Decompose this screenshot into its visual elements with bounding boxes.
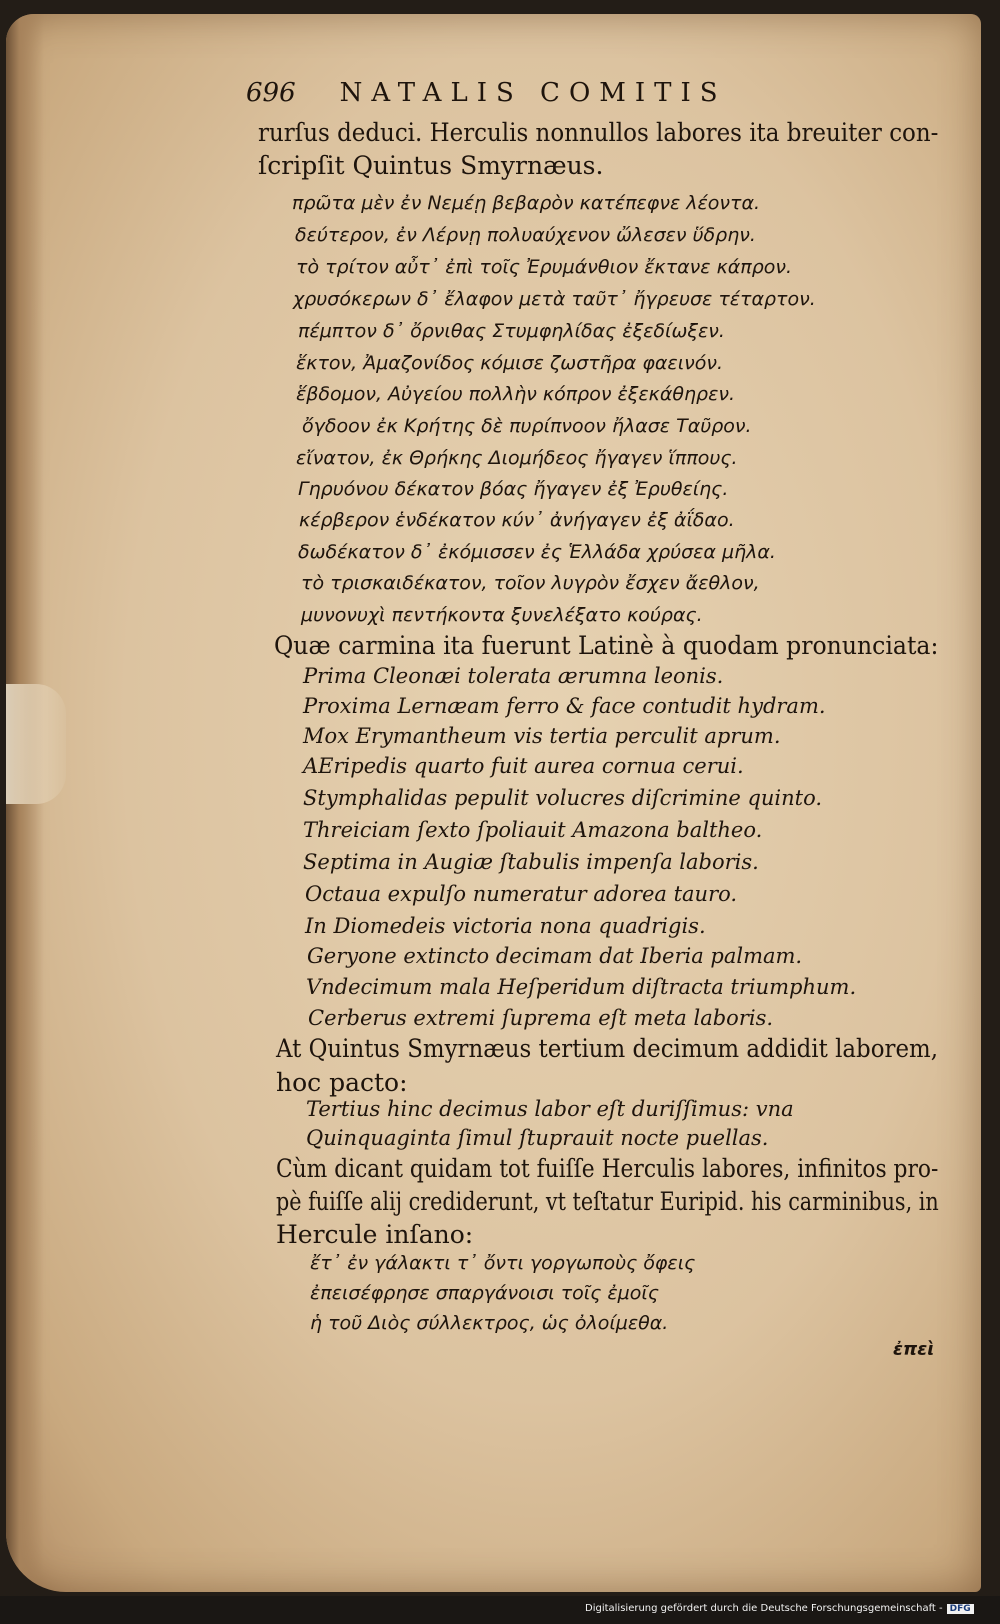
greek-verse-line: δωδέκατον δ᾽ ἐκόμισσεν ἐς Ἑλλάδα χρύσεα μῆλα. (298, 541, 776, 563)
catchword: ἐπεὶ (893, 1339, 935, 1360)
book-page (6, 14, 981, 1592)
latin-verse-line: AEripedis quarto fuit aurea cornua cerui. (303, 754, 744, 778)
greek-verse-line: δεύτερον, ἐν Λέρνῃ πολυαύχενον ὤλεσεν ὕδρην. (295, 224, 756, 246)
prose-line: Quæ carmina ita fuerunt Latinè à quodam pronunciata: (274, 631, 939, 660)
greek-verse-line: πρῶτα μὲν ἐν Νεμέῃ βεβαρὸν κατέπεφνε λέοντα. (292, 192, 761, 214)
latin-verse-line: Threiciam ſexto ſpoliauit Amazona baltheo. (303, 818, 763, 842)
greek-verse-line: ἡ τοῦ Διὸς σύλλεκτρος, ὡς ὀλοίμεθα. (310, 1312, 669, 1334)
greek-verse-line: μυνονυχὶ πεντήκοντα ξυνελέξατο κούρας. (301, 604, 703, 626)
greek-verse-line: ὄγδοον ἐκ Κρήτης δὲ πυρίπνοον ἤλασε Ταῦρον. (302, 415, 752, 437)
latin-verse-line: Tertius hinc decimus labor eſt duriſſimus: vna (306, 1097, 794, 1121)
footer-credit (585, 1603, 974, 1614)
greek-verse-line: χρυσόκερων δ᾽ ἔλαφον μετὰ ταῦτ᾽ ἤγρευσε τέταρτον. (293, 288, 816, 310)
latin-verse-line: Vndecimum mala Heſperidum diſtracta triumphum. (306, 975, 857, 999)
running-title: NATALIS COMITIS (339, 78, 727, 108)
latin-verse-line: Cerberus extremi ſuprema eſt meta laboris. (308, 1006, 774, 1030)
greek-verse-line: ἔτ᾽ ἐν γάλακτι τ᾽ ὄντι γοργωποὺς ὄφεις (310, 1252, 696, 1274)
latin-verse-line: Septima in Augiæ ſtabulis impenſa laboris. (303, 850, 759, 874)
latin-verse-line: Proxima Lernæam ferro & face contudit hydram. (303, 694, 826, 718)
greek-verse-line: κέρβερον ἑνδέκατον κύν᾽ ἀνήγαγεν ἐξ ἀΐδαο. (299, 509, 735, 531)
latin-verse-line: Quinquaginta ſimul ſtuprauit nocte puellas. (306, 1126, 769, 1150)
page-text (6, 14, 981, 1592)
dfg-logo: DFG (947, 1604, 974, 1614)
greek-verse-line: πέμπτον δ᾽ ὄρνιθας Στυμφηλίδας ἐξεδίωξεν. (298, 320, 725, 342)
prose-line: Hercule inſano: (276, 1220, 474, 1249)
latin-verse-line: Mox Erymantheum vis tertia perculit aprum. (303, 724, 781, 748)
latin-verse-line: Octaua expulſo numeratur adorea tauro. (305, 882, 738, 906)
prose-line: At Quintus Smyrnæus tertium decimum addidit laborem, (276, 1034, 939, 1063)
greek-verse-line: τὸ τρισκαιδέκατον, τοῖον λυγρὸν ἔσχεν ἄεθλον, (301, 572, 760, 594)
running-header (246, 78, 727, 108)
prose-line: Cùm dicant quidam tot fuiſſe Herculis labores, infinitos pro- (276, 1154, 939, 1183)
footer-credit-text: Digitalisierung gefördert durch die Deutsche Forschungsgemeinschaft - (585, 1603, 943, 1614)
greek-verse-line: Γηρυόνου δέκατον βόας ἤγαγεν ἐξ Ἐρυθείης. (298, 478, 729, 500)
prose-line: hoc pacto: (276, 1068, 408, 1097)
prose-line: rurſus deduci. Herculis nonnullos labores ita breuiter con- (258, 118, 939, 147)
greek-verse-line: ἕκτον, Ἀμαζονίδος κόμισε ζωστῆρα φαεινόν. (296, 352, 724, 374)
prose-line: ſcripſit Quintus Smyrnæus. (258, 151, 604, 180)
latin-verse-line: In Diomedeis victoria nona quadrigis. (305, 914, 706, 938)
latin-verse-line: Geryone extincto decimam dat Iberia palmam. (307, 944, 803, 968)
latin-verse-line: Stymphalidas pepulit volucres diſcrimine quinto. (303, 786, 823, 810)
latin-verse-line: Prima Cleonæi tolerata ærumna leonis. (303, 664, 724, 688)
page-number: 696 (246, 78, 296, 108)
greek-verse-line: ἐπεισέφρησε σπαργάνοισι τοῖς ἐμοῖς (310, 1282, 659, 1304)
prose-line: pè fuiſſe alij crediderunt, vt teſtatur Euripid. his carminibus, in (276, 1187, 939, 1216)
greek-verse-line: τὸ τρίτον αὖτ᾽ ἐπὶ τοῖς Ἐρυμάνθιον ἔκτανε κάπρον. (296, 256, 793, 278)
greek-verse-line: ἕβδομον, Αὐγείου πολλὴν κόπρον ἐξεκάθηρεν. (296, 383, 735, 405)
greek-verse-line: εἴνατον, ἐκ Θρήκης Διομήδεος ἤγαγεν ἵππους. (296, 447, 738, 469)
